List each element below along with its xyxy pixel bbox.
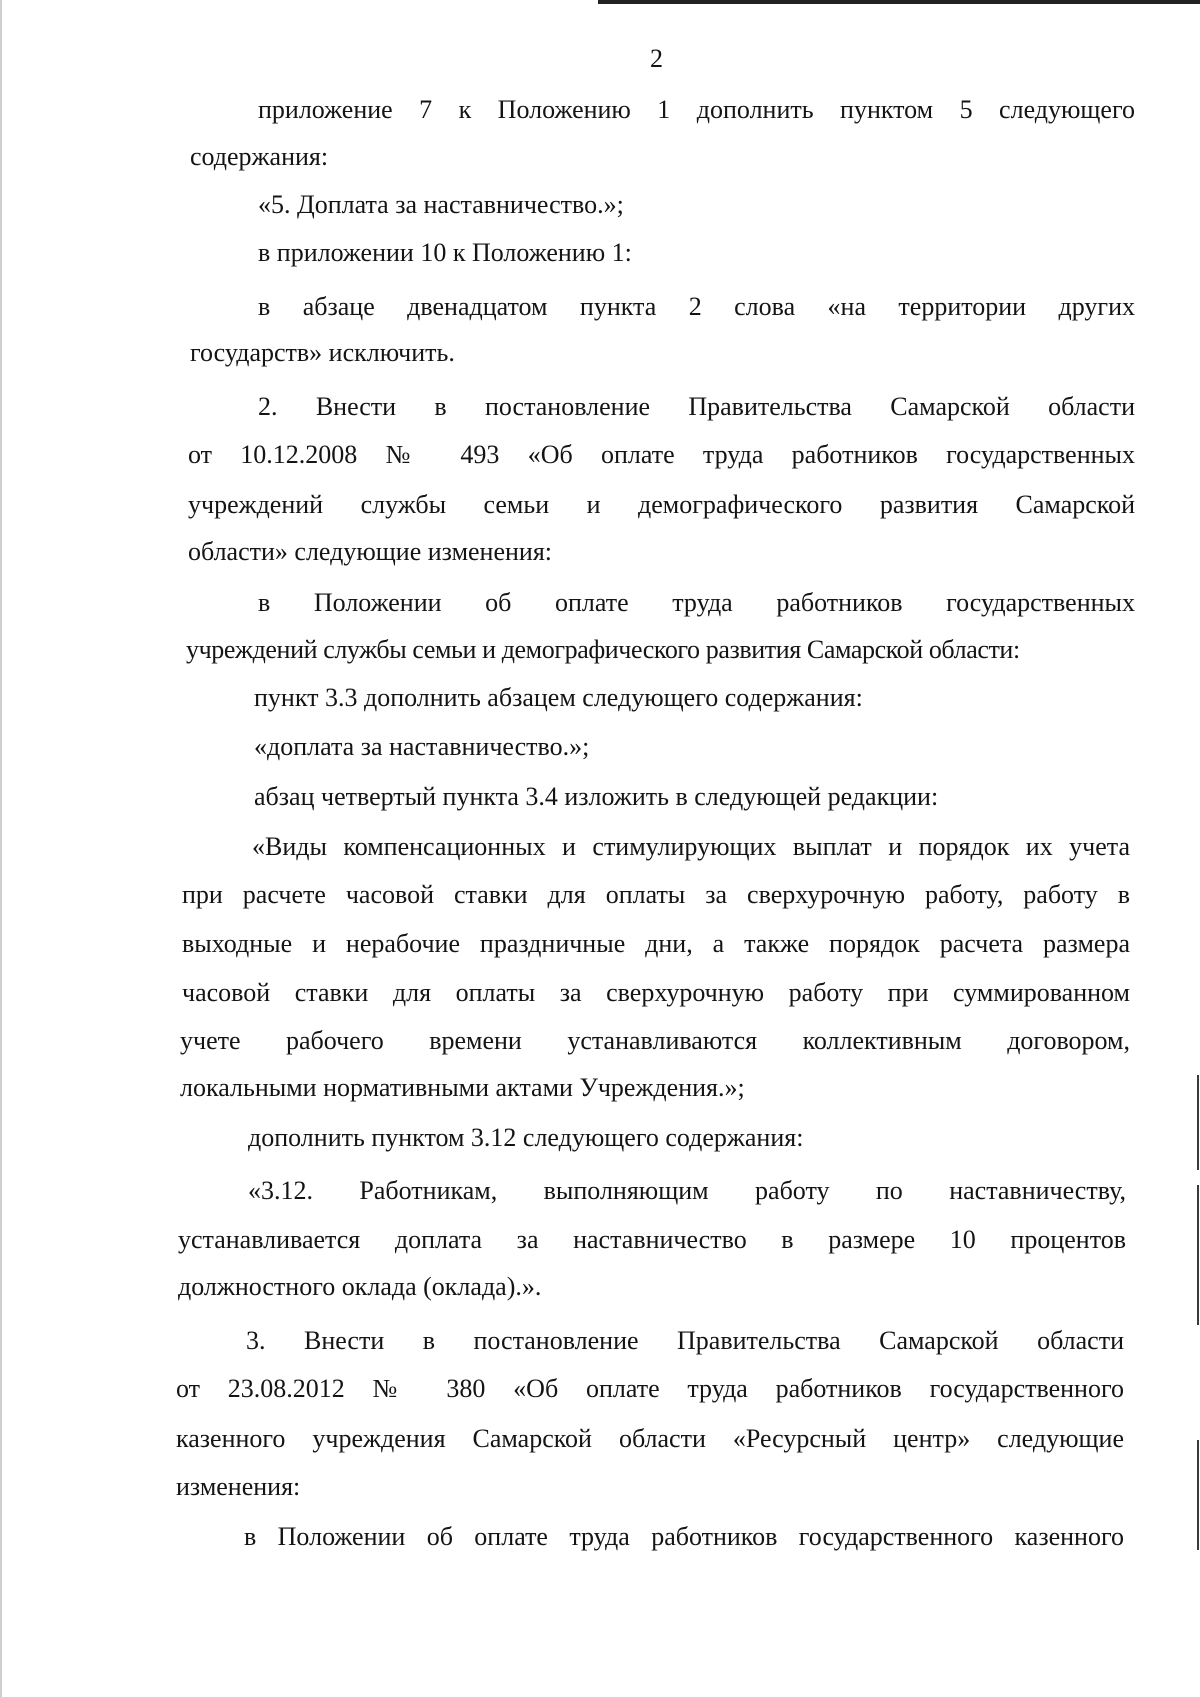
text-line: абзац четвертый пункта 3.4 изложить в следующей редакции: bbox=[254, 782, 939, 811]
text-line: пункт 3.3 дополнить абзацем следующего содержания: bbox=[254, 683, 863, 712]
margin-mark bbox=[1197, 1075, 1199, 1170]
text-line: «Виды компенсационных и стимулирующих выплат и порядок их учета bbox=[252, 832, 1130, 861]
scan-edge-top bbox=[598, 0, 1200, 4]
text-line: локальными нормативными актами Учреждения.»; bbox=[180, 1073, 745, 1102]
text-line: приложение 7 к Положению 1 дополнить пунктом 5 следующего bbox=[258, 95, 1135, 124]
text-line: дополнить пунктом 3.12 следующего содержания: bbox=[248, 1123, 804, 1152]
text-line: в Положении об оплате труда работников государственного казенного bbox=[244, 1522, 1124, 1551]
text-line: от 23.08.2012 № 380 «Об оплате труда работников государственного bbox=[176, 1374, 1124, 1403]
text-line: учреждений службы семьи и демографического развития Самарской области: bbox=[186, 635, 1020, 664]
text-line: учете рабочего времени устанавливаются коллективным договором, bbox=[180, 1026, 1130, 1055]
text-line: «5. Доплата за наставничество.»; bbox=[258, 190, 624, 219]
text-line: «доплата за наставничество.»; bbox=[254, 732, 590, 761]
text-line: в Положении об оплате труда работников государственных bbox=[258, 588, 1135, 617]
page-number: 2 bbox=[650, 44, 663, 73]
margin-mark bbox=[1197, 1185, 1199, 1325]
text-line: казенного учреждения Самарской области «Ресурсный центр» следующие bbox=[176, 1424, 1124, 1453]
text-line: учреждений службы семьи и демографического развития Самарской bbox=[188, 490, 1135, 519]
text-line: «3.12. Работникам, выполняющим работу по наставничеству, bbox=[248, 1176, 1126, 1205]
text-line: содержания: bbox=[190, 142, 329, 171]
text-line: 2. Внести в постановление Правительства Самарской области bbox=[258, 392, 1135, 421]
text-line: в приложении 10 к Положению 1: bbox=[258, 238, 632, 267]
text-line: от 10.12.2008 № 493 «Об оплате труда работников государственных bbox=[188, 440, 1135, 469]
text-line: должностного оклада (оклада).». bbox=[178, 1272, 542, 1301]
text-line: часовой ставки для оплаты за сверхурочную работу при суммированном bbox=[182, 978, 1130, 1007]
text-line: выходные и нерабочие праздничные дни, а также порядок расчета размера bbox=[182, 929, 1130, 958]
margin-mark bbox=[1197, 1440, 1199, 1550]
text-line: в абзаце двенадцатом пункта 2 слова «на территории других bbox=[258, 292, 1135, 321]
text-line: области» следующие изменения: bbox=[188, 537, 553, 566]
text-line: государств» исключить. bbox=[190, 338, 455, 367]
text-line: изменения: bbox=[176, 1472, 301, 1501]
text-line: устанавливается доплата за наставничество в размере 10 процентов bbox=[178, 1225, 1126, 1254]
scan-edge-left bbox=[0, 0, 2, 1697]
text-line: 3. Внести в постановление Правительства Самарской области bbox=[246, 1326, 1124, 1355]
text-line: при расчете часовой ставки для оплаты за сверхурочную работу, работу в bbox=[182, 880, 1130, 909]
